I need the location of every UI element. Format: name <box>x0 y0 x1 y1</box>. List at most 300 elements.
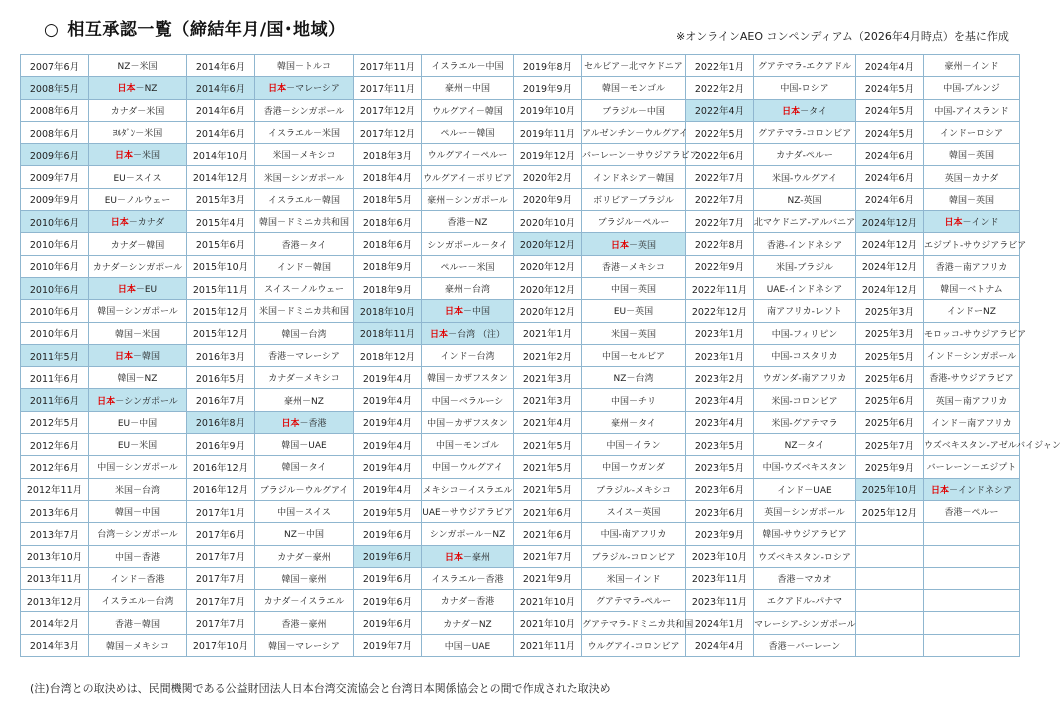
agreement-date-cell: 2017年12月 <box>354 99 422 121</box>
agreement-parties-cell <box>422 545 514 567</box>
table-row <box>21 478 1020 500</box>
agreement-date-cell: 2025年3月 <box>856 322 924 344</box>
agreement-date-cell: 2024年12月 <box>856 233 924 255</box>
agreement-date-cell: 2012年11月 <box>21 478 89 500</box>
agreement-date-cell: 2014年10月 <box>187 144 255 166</box>
agreement-parties-cell: ウズベキスタン-ロシア <box>754 545 856 567</box>
agreement-parties-cell: ブラジル－ウルグアイ <box>255 478 354 500</box>
agreement-date-cell: 2021年10月 <box>514 612 582 634</box>
agreement-parties-cell: カナダ－シンガポール <box>89 255 187 277</box>
agreement-parties-cell: ブラジル－ペルー <box>582 211 686 233</box>
japan-label: 日本 <box>444 552 463 563</box>
agreement-date-cell: 2014年6月 <box>187 77 255 99</box>
agreement-parties-cell: 韓国－NZ <box>89 367 187 389</box>
table-row <box>21 166 1020 188</box>
agreement-date-cell: 2022年5月 <box>686 121 754 143</box>
agreement-parties-cell: 米国－シンガポール <box>255 166 354 188</box>
footnote: (注)台湾との取決めは、民間機関である公益財団法人日本台湾交流協会と台湾日本関係協会との間で作成された取決め <box>30 682 611 695</box>
agreement-date-cell: 2024年12月 <box>856 255 924 277</box>
pair-separator: － <box>128 218 138 229</box>
agreement-date-cell: 2021年6月 <box>514 500 582 522</box>
agreement-date-cell: 2019年9月 <box>514 77 582 99</box>
table-row <box>21 211 1020 233</box>
agreement-parties-cell: 香港－バーレーン <box>754 634 856 656</box>
agreement-parties-cell: 中国-フィリピン <box>754 322 856 344</box>
agreement-date-cell: 2015年6月 <box>187 233 255 255</box>
agreement-date-cell: 2023年1月 <box>686 344 754 366</box>
partner-label: タイ <box>809 106 827 117</box>
agreement-parties-cell <box>924 478 1020 500</box>
agreement-parties-cell: 韓国－中国 <box>89 500 187 522</box>
partner-label: EU <box>144 285 158 296</box>
table-row <box>21 344 1020 366</box>
agreement-parties-cell: インドーロシア <box>924 121 1020 143</box>
agreement-date-cell: 2025年6月 <box>856 389 924 411</box>
agreement-date-cell: 2017年10月 <box>187 634 255 656</box>
japan-label: 日本 <box>444 307 463 318</box>
agreement-parties-cell: インドーNZ <box>924 300 1020 322</box>
agreement-date-cell: 2013年7月 <box>21 523 89 545</box>
agreement-parties-cell: ウルグアイ-コロンビア <box>582 634 686 656</box>
agreement-date-cell: 2021年4月 <box>514 411 582 433</box>
agreement-parties-cell: 香港－シンガポール <box>255 99 354 121</box>
agreement-parties-cell: 香港－ペルー <box>924 500 1020 522</box>
empty-cell <box>856 612 924 634</box>
agreement-parties-cell: 台湾－シンガポール <box>89 523 187 545</box>
agreement-parties-cell: 米国－台湾 <box>89 478 187 500</box>
empty-cell <box>924 634 1020 656</box>
agreement-parties-cell: NZ－米国 <box>89 55 187 77</box>
table-row <box>21 567 1020 589</box>
agreement-parties-cell: 中国－英国 <box>582 277 686 299</box>
agreement-date-cell: 2010年6月 <box>21 300 89 322</box>
table-row <box>21 456 1020 478</box>
agreement-date-cell: 2019年7月 <box>354 634 422 656</box>
agreement-parties-cell <box>924 211 1020 233</box>
agreement-parties-cell: 韓国－タイ <box>255 456 354 478</box>
empty-cell <box>856 567 924 589</box>
agreement-date-cell: 2008年6月 <box>21 121 89 143</box>
empty-cell <box>924 612 1020 634</box>
agreement-date-cell: 2010年6月 <box>21 322 89 344</box>
agreement-parties-cell: 米国－メキシコ <box>255 144 354 166</box>
agreement-parties-cell: セルビア－北マケドニア <box>582 55 686 77</box>
partner-label: NZ <box>144 84 158 95</box>
table-row <box>21 55 1020 77</box>
agreement-parties-cell: NZ-英国 <box>754 188 856 210</box>
agreement-parties-cell: 韓国－モンゴル <box>582 77 686 99</box>
agreement-date-cell: 2021年9月 <box>514 567 582 589</box>
agreement-date-cell: 2009年6月 <box>21 144 89 166</box>
agreement-date-cell: 2018年9月 <box>354 255 422 277</box>
agreement-parties-cell: 中国－ベラルーシ <box>422 389 514 411</box>
agreement-date-cell: 2024年5月 <box>856 99 924 121</box>
agreement-parties-cell: ペルー－韓国 <box>422 121 514 143</box>
agreement-date-cell: 2010年6月 <box>21 255 89 277</box>
table-row <box>21 590 1020 612</box>
agreement-date-cell: 2021年6月 <box>514 523 582 545</box>
japan-label: 日本 <box>268 84 287 95</box>
agreement-parties-cell: 韓国－台湾 <box>255 322 354 344</box>
agreement-parties-cell: 米国－インド <box>582 567 686 589</box>
agreement-date-cell: 2016年7月 <box>187 389 255 411</box>
agreement-date-cell: 2016年12月 <box>187 456 255 478</box>
agreement-parties-cell: 中国-コスタリカ <box>754 344 856 366</box>
pair-separator: － <box>628 240 638 251</box>
agreement-parties-cell: 中国-ブルンジ <box>924 77 1020 99</box>
agreement-parties-cell: EU－中国 <box>89 411 187 433</box>
agreement-date-cell: 2023年5月 <box>686 456 754 478</box>
agreement-parties-cell: 香港－マレーシア <box>255 344 354 366</box>
pair-separator: － <box>448 329 458 340</box>
agreement-date-cell: 2018年10月 <box>354 300 422 322</box>
agreement-parties-cell: イスラエル－台湾 <box>89 590 187 612</box>
agreement-date-cell: 2016年12月 <box>187 478 255 500</box>
pair-separator: － <box>135 84 145 95</box>
agreement-parties-cell: 韓国－英国 <box>924 144 1020 166</box>
japan-label: 日本 <box>110 218 129 229</box>
empty-cell <box>924 523 1020 545</box>
agreement-date-cell: 2022年7月 <box>686 211 754 233</box>
table-row <box>21 300 1020 322</box>
agreement-parties-cell: 中国－香港 <box>89 545 187 567</box>
agreement-parties-cell <box>422 322 514 344</box>
agreement-date-cell: 2019年6月 <box>354 612 422 634</box>
pair-separator: － <box>132 352 142 362</box>
agreement-parties-cell: ウズベキスタン-アゼルバイジャン <box>924 434 1020 456</box>
agreement-date-cell: 2017年12月 <box>354 121 422 143</box>
agreement-date-cell: 2015年10月 <box>187 255 255 277</box>
agreement-date-cell: 2019年4月 <box>354 478 422 500</box>
partner-label: 韓国 <box>142 352 161 362</box>
agreement-date-cell: 2024年1月 <box>686 612 754 634</box>
partner-label: 豪州 <box>472 552 491 563</box>
agreement-parties-cell: グアテマラ-ドミニカ共和国 <box>582 612 686 634</box>
agreement-parties-cell: インド－香港 <box>89 567 187 589</box>
agreement-date-cell: 2019年8月 <box>514 55 582 77</box>
agreement-date-cell: 2017年7月 <box>187 545 255 567</box>
agreement-parties-cell: 中国－スイス <box>255 500 354 522</box>
agreement-date-cell: 2024年4月 <box>856 55 924 77</box>
agreement-date-cell: 2022年2月 <box>686 77 754 99</box>
agreement-parties-cell: バーレーン－エジプト <box>924 456 1020 478</box>
agreement-parties-cell: 米国-グアテマラ <box>754 411 856 433</box>
agreement-date-cell: 2022年1月 <box>686 55 754 77</box>
agreement-date-cell: 2011年6月 <box>21 367 89 389</box>
agreement-parties-cell: スイス－英国 <box>582 500 686 522</box>
agreement-date-cell: 2012年6月 <box>21 434 89 456</box>
agreement-date-cell: 2019年5月 <box>354 500 422 522</box>
agreement-date-cell: 2020年12月 <box>514 233 582 255</box>
agreement-parties-cell: ﾖﾙﾀﾞﾝ－米国 <box>89 121 187 143</box>
agreement-date-cell: 2018年5月 <box>354 188 422 210</box>
pair-separator: － <box>962 218 972 229</box>
agreement-date-cell: 2018年11月 <box>354 322 422 344</box>
pair-separator: － <box>115 396 125 407</box>
agreement-parties-cell: 香港－メキシコ <box>582 255 686 277</box>
agreement-date-cell: 2021年2月 <box>514 344 582 366</box>
agreement-parties-cell: エジプト-サウジアラビア <box>924 233 1020 255</box>
japan-label: 日本 <box>944 218 963 229</box>
agreement-parties-cell <box>582 233 686 255</box>
agreement-parties-cell <box>754 99 856 121</box>
partner-label: 香港 <box>308 418 327 429</box>
agreement-parties-cell: インド－台湾 <box>422 344 514 366</box>
table-row <box>21 434 1020 456</box>
table-row <box>21 367 1020 389</box>
agreement-date-cell: 2016年9月 <box>187 434 255 456</box>
agreement-date-cell: 2021年5月 <box>514 434 582 456</box>
table-row <box>21 233 1020 255</box>
agreement-date-cell: 2014年2月 <box>21 612 89 634</box>
agreement-parties-cell: 中国－ウルグアイ <box>422 456 514 478</box>
agreement-date-cell: 2018年6月 <box>354 233 422 255</box>
agreement-parties-cell: 豪州－シンガポール <box>422 188 514 210</box>
partner-label: カナダ <box>137 218 165 229</box>
pair-separator: － <box>800 106 810 117</box>
agreement-parties-cell: 香港－NZ <box>422 211 514 233</box>
empty-cell <box>856 634 924 656</box>
agreement-date-cell: 2023年5月 <box>686 434 754 456</box>
agreement-parties-cell: EU－ノルウェー <box>89 188 187 210</box>
empty-cell <box>924 590 1020 612</box>
agreement-parties-cell: 中国-ロシア <box>754 77 856 99</box>
agreement-parties-cell: グアテマラ-ペルー <box>582 590 686 612</box>
agreement-date-cell: 2018年4月 <box>354 166 422 188</box>
empty-cell <box>924 545 1020 567</box>
agreement-parties-cell: エクアドル-パナマ <box>754 590 856 612</box>
agreement-date-cell: 2011年6月 <box>21 389 89 411</box>
agreement-parties-cell: ウルグアイ－ボリビア <box>422 166 514 188</box>
pair-separator: － <box>299 418 309 429</box>
agreement-date-cell: 2017年7月 <box>187 567 255 589</box>
table-row <box>21 523 1020 545</box>
agreement-parties-cell: カナダ－香港 <box>422 590 514 612</box>
table-row <box>21 612 1020 634</box>
table-row <box>21 188 1020 210</box>
agreement-date-cell: 2023年1月 <box>686 322 754 344</box>
agreement-date-cell: 2023年2月 <box>686 367 754 389</box>
agreement-parties-cell: 中国－シンガポール <box>89 456 187 478</box>
agreement-parties-cell: UAE－サウジアラビア <box>422 500 514 522</box>
agreement-date-cell: 2011年5月 <box>21 344 89 366</box>
japan-label: 日本 <box>117 84 136 95</box>
agreement-parties-cell: モロッコ-サウジアラビア <box>924 322 1020 344</box>
agreement-date-cell: 2017年11月 <box>354 55 422 77</box>
agreement-date-cell: 2025年3月 <box>856 300 924 322</box>
agreement-parties-cell: ウルグアイ－韓国 <box>422 99 514 121</box>
agreement-parties-cell: 韓国－UAE <box>255 434 354 456</box>
agreement-date-cell: 2019年11月 <box>514 121 582 143</box>
agreement-parties-cell: メキシコ－イスラエル <box>422 478 514 500</box>
agreement-date-cell: 2019年6月 <box>354 523 422 545</box>
agreement-date-cell: 2020年2月 <box>514 166 582 188</box>
agreement-parties-cell: カナダ－米国 <box>89 99 187 121</box>
agreement-parties-cell: 豪州－中国 <box>422 77 514 99</box>
agreement-parties-cell: 英国－南アフリカ <box>924 389 1020 411</box>
agreement-date-cell: 2015年4月 <box>187 211 255 233</box>
japan-label: 日本 <box>430 329 449 340</box>
agreement-parties-cell: ウガンダ-南アフリカ <box>754 367 856 389</box>
agreement-date-cell: 2024年12月 <box>856 277 924 299</box>
agreement-date-cell: 2015年12月 <box>187 322 255 344</box>
agreement-date-cell: 2020年12月 <box>514 277 582 299</box>
table-row <box>21 99 1020 121</box>
agreement-parties-cell: 韓国－ドミニカ共和国 <box>255 211 354 233</box>
agreement-date-cell: 2024年6月 <box>856 188 924 210</box>
agreement-date-cell: 2009年9月 <box>21 188 89 210</box>
agreement-date-cell: 2023年10月 <box>686 545 754 567</box>
table-row <box>21 545 1020 567</box>
agreement-parties-cell <box>89 77 187 99</box>
agreement-parties-cell: 香港-サウジアラビア <box>924 367 1020 389</box>
agreement-date-cell: 2024年5月 <box>856 121 924 143</box>
agreement-date-cell: 2025年5月 <box>856 344 924 366</box>
agreement-parties-cell: 香港－韓国 <box>89 612 187 634</box>
table-row <box>21 77 1020 99</box>
japan-label: 日本 <box>610 240 629 251</box>
agreement-date-cell: 2019年12月 <box>514 144 582 166</box>
agreement-date-cell: 2014年6月 <box>187 55 255 77</box>
agreement-date-cell: 2008年6月 <box>21 99 89 121</box>
japan-label: 日本 <box>281 418 300 429</box>
agreement-parties-cell: EU－スイス <box>89 166 187 188</box>
agreement-date-cell: 2018年12月 <box>354 344 422 366</box>
agreement-parties-cell: 香港－豪州 <box>255 612 354 634</box>
agreement-date-cell: 2023年4月 <box>686 389 754 411</box>
agreement-parties-cell: スイス－ノルウェー <box>255 277 354 299</box>
agreement-date-cell: 2019年4月 <box>354 456 422 478</box>
agreement-parties-cell: シンガポール－タイ <box>422 233 514 255</box>
agreement-parties-cell <box>422 300 514 322</box>
agreement-date-cell: 2021年11月 <box>514 634 582 656</box>
agreement-parties-cell <box>89 344 187 366</box>
agreement-date-cell: 2021年7月 <box>514 545 582 567</box>
table-row <box>21 121 1020 143</box>
table-body <box>21 55 1061 657</box>
agreement-date-cell: 2022年7月 <box>686 188 754 210</box>
partner-label: インドネシア <box>958 485 1012 496</box>
agreement-date-cell: 2013年6月 <box>21 500 89 522</box>
pair-separator: － <box>462 552 472 563</box>
japan-label: 日本 <box>931 485 950 496</box>
partner-label: マレーシア <box>295 84 340 95</box>
agreement-date-cell: 2025年9月 <box>856 456 924 478</box>
agreement-date-cell: 2013年11月 <box>21 567 89 589</box>
agreement-date-cell: 2021年1月 <box>514 322 582 344</box>
agreement-date-cell: 2019年6月 <box>354 567 422 589</box>
pair-separator: － <box>462 307 472 318</box>
pair-separator: － <box>286 84 296 95</box>
table-row <box>21 144 1020 166</box>
agreement-date-cell: 2013年10月 <box>21 545 89 567</box>
agreement-parties-cell: イスラエル－香港 <box>422 567 514 589</box>
agreement-parties-cell: インド－シンガポール <box>924 344 1020 366</box>
agreement-date-cell: 2022年9月 <box>686 255 754 277</box>
agreement-date-cell: 2010年6月 <box>21 233 89 255</box>
agreement-parties-cell: 香港－タイ <box>255 233 354 255</box>
agreement-parties-cell: 中国-南アフリカ <box>582 523 686 545</box>
agreement-date-cell: 2019年4月 <box>354 367 422 389</box>
empty-cell <box>856 523 924 545</box>
agreement-date-cell: 2017年7月 <box>187 612 255 634</box>
agreement-date-cell: 2016年8月 <box>187 411 255 433</box>
agreement-parties-cell: 韓国－豪州 <box>255 567 354 589</box>
agreement-parties-cell: グアテマラ-エクアドル <box>754 55 856 77</box>
agreement-date-cell: 2009年7月 <box>21 166 89 188</box>
japan-label: 日本 <box>114 151 133 162</box>
pair-separator: － <box>949 485 959 496</box>
agreement-parties-cell: 韓国－ベトナム <box>924 277 1020 299</box>
agreement-parties-cell: 中国－ウガンダ <box>582 456 686 478</box>
agreement-parties-cell: 韓国－シンガポール <box>89 300 187 322</box>
agreement-date-cell: 2019年4月 <box>354 411 422 433</box>
agreement-parties-cell: EU－英国 <box>582 300 686 322</box>
agreement-date-cell: 2021年5月 <box>514 456 582 478</box>
agreement-parties-cell: カナダ－豪州 <box>255 545 354 567</box>
agreement-parties-cell: イスラエル－韓国 <box>255 188 354 210</box>
title-text: 相互承認一覧（締結年月/国･地域） <box>67 20 346 40</box>
agreement-date-cell: 2017年1月 <box>187 500 255 522</box>
agreement-parties-cell: イスラエル－米国 <box>255 121 354 143</box>
agreement-parties-cell: インド－南アフリカ <box>924 411 1020 433</box>
agreement-date-cell: 2018年6月 <box>354 211 422 233</box>
agreement-date-cell: 2022年8月 <box>686 233 754 255</box>
agreement-date-cell: 2015年11月 <box>187 277 255 299</box>
agreement-parties-cell: 米国-ブラジル <box>754 255 856 277</box>
agreement-parties-cell: NZ－中国 <box>255 523 354 545</box>
agreement-date-cell: 2025年6月 <box>856 411 924 433</box>
pair-separator: － <box>132 151 142 162</box>
agreement-date-cell: 2024年6月 <box>856 144 924 166</box>
table-row <box>21 500 1020 522</box>
agreement-date-cell: 2010年6月 <box>21 211 89 233</box>
empty-cell <box>924 567 1020 589</box>
agreement-parties-cell: ブラジル-メキシコ <box>582 478 686 500</box>
agreement-parties-cell: 豪州－台湾 <box>422 277 514 299</box>
agreement-parties-cell: ブラジル-コロンビア <box>582 545 686 567</box>
agreement-parties-cell: EU－米国 <box>89 434 187 456</box>
table-row <box>21 255 1020 277</box>
agreement-parties-cell: カナダ－韓国 <box>89 233 187 255</box>
agreement-date-cell: 2017年7月 <box>187 590 255 612</box>
agreement-date-cell: 2016年5月 <box>187 367 255 389</box>
agreement-date-cell: 2018年9月 <box>354 277 422 299</box>
agreement-parties-cell: 香港-インドネシア <box>754 233 856 255</box>
agreement-date-cell: 2014年12月 <box>187 166 255 188</box>
agreement-date-cell: 2022年6月 <box>686 144 754 166</box>
agreement-parties-cell: マレーシア-シンガポール <box>754 612 856 634</box>
agreement-parties-cell: 中国－セルビア <box>582 344 686 366</box>
agreement-parties-cell: 韓国-サウジアラビア <box>754 523 856 545</box>
agreement-parties-cell: インド－UAE <box>754 478 856 500</box>
source-note: ※オンラインAEO コンペンディアム（2026年4月時点）を基に作成 <box>676 30 1009 43</box>
agreement-parties-cell: シンガポール－NZ <box>422 523 514 545</box>
agreement-date-cell: 2016年3月 <box>187 344 255 366</box>
agreement-date-cell: 2020年12月 <box>514 300 582 322</box>
agreement-date-cell: 2021年10月 <box>514 590 582 612</box>
agreement-parties-cell: カナダ－NZ <box>422 612 514 634</box>
agreement-date-cell: 2022年11月 <box>686 277 754 299</box>
agreement-date-cell: 2024年4月 <box>686 634 754 656</box>
agreement-date-cell: 2021年3月 <box>514 367 582 389</box>
agreement-parties-cell: 米国-コロンビア <box>754 389 856 411</box>
agreement-parties-cell: インド－韓国 <box>255 255 354 277</box>
agreement-parties-cell: 南アフリカ-レソト <box>754 300 856 322</box>
agreement-date-cell: 2025年7月 <box>856 434 924 456</box>
agreement-parties-cell: 中国－モンゴル <box>422 434 514 456</box>
table-row <box>21 277 1020 299</box>
